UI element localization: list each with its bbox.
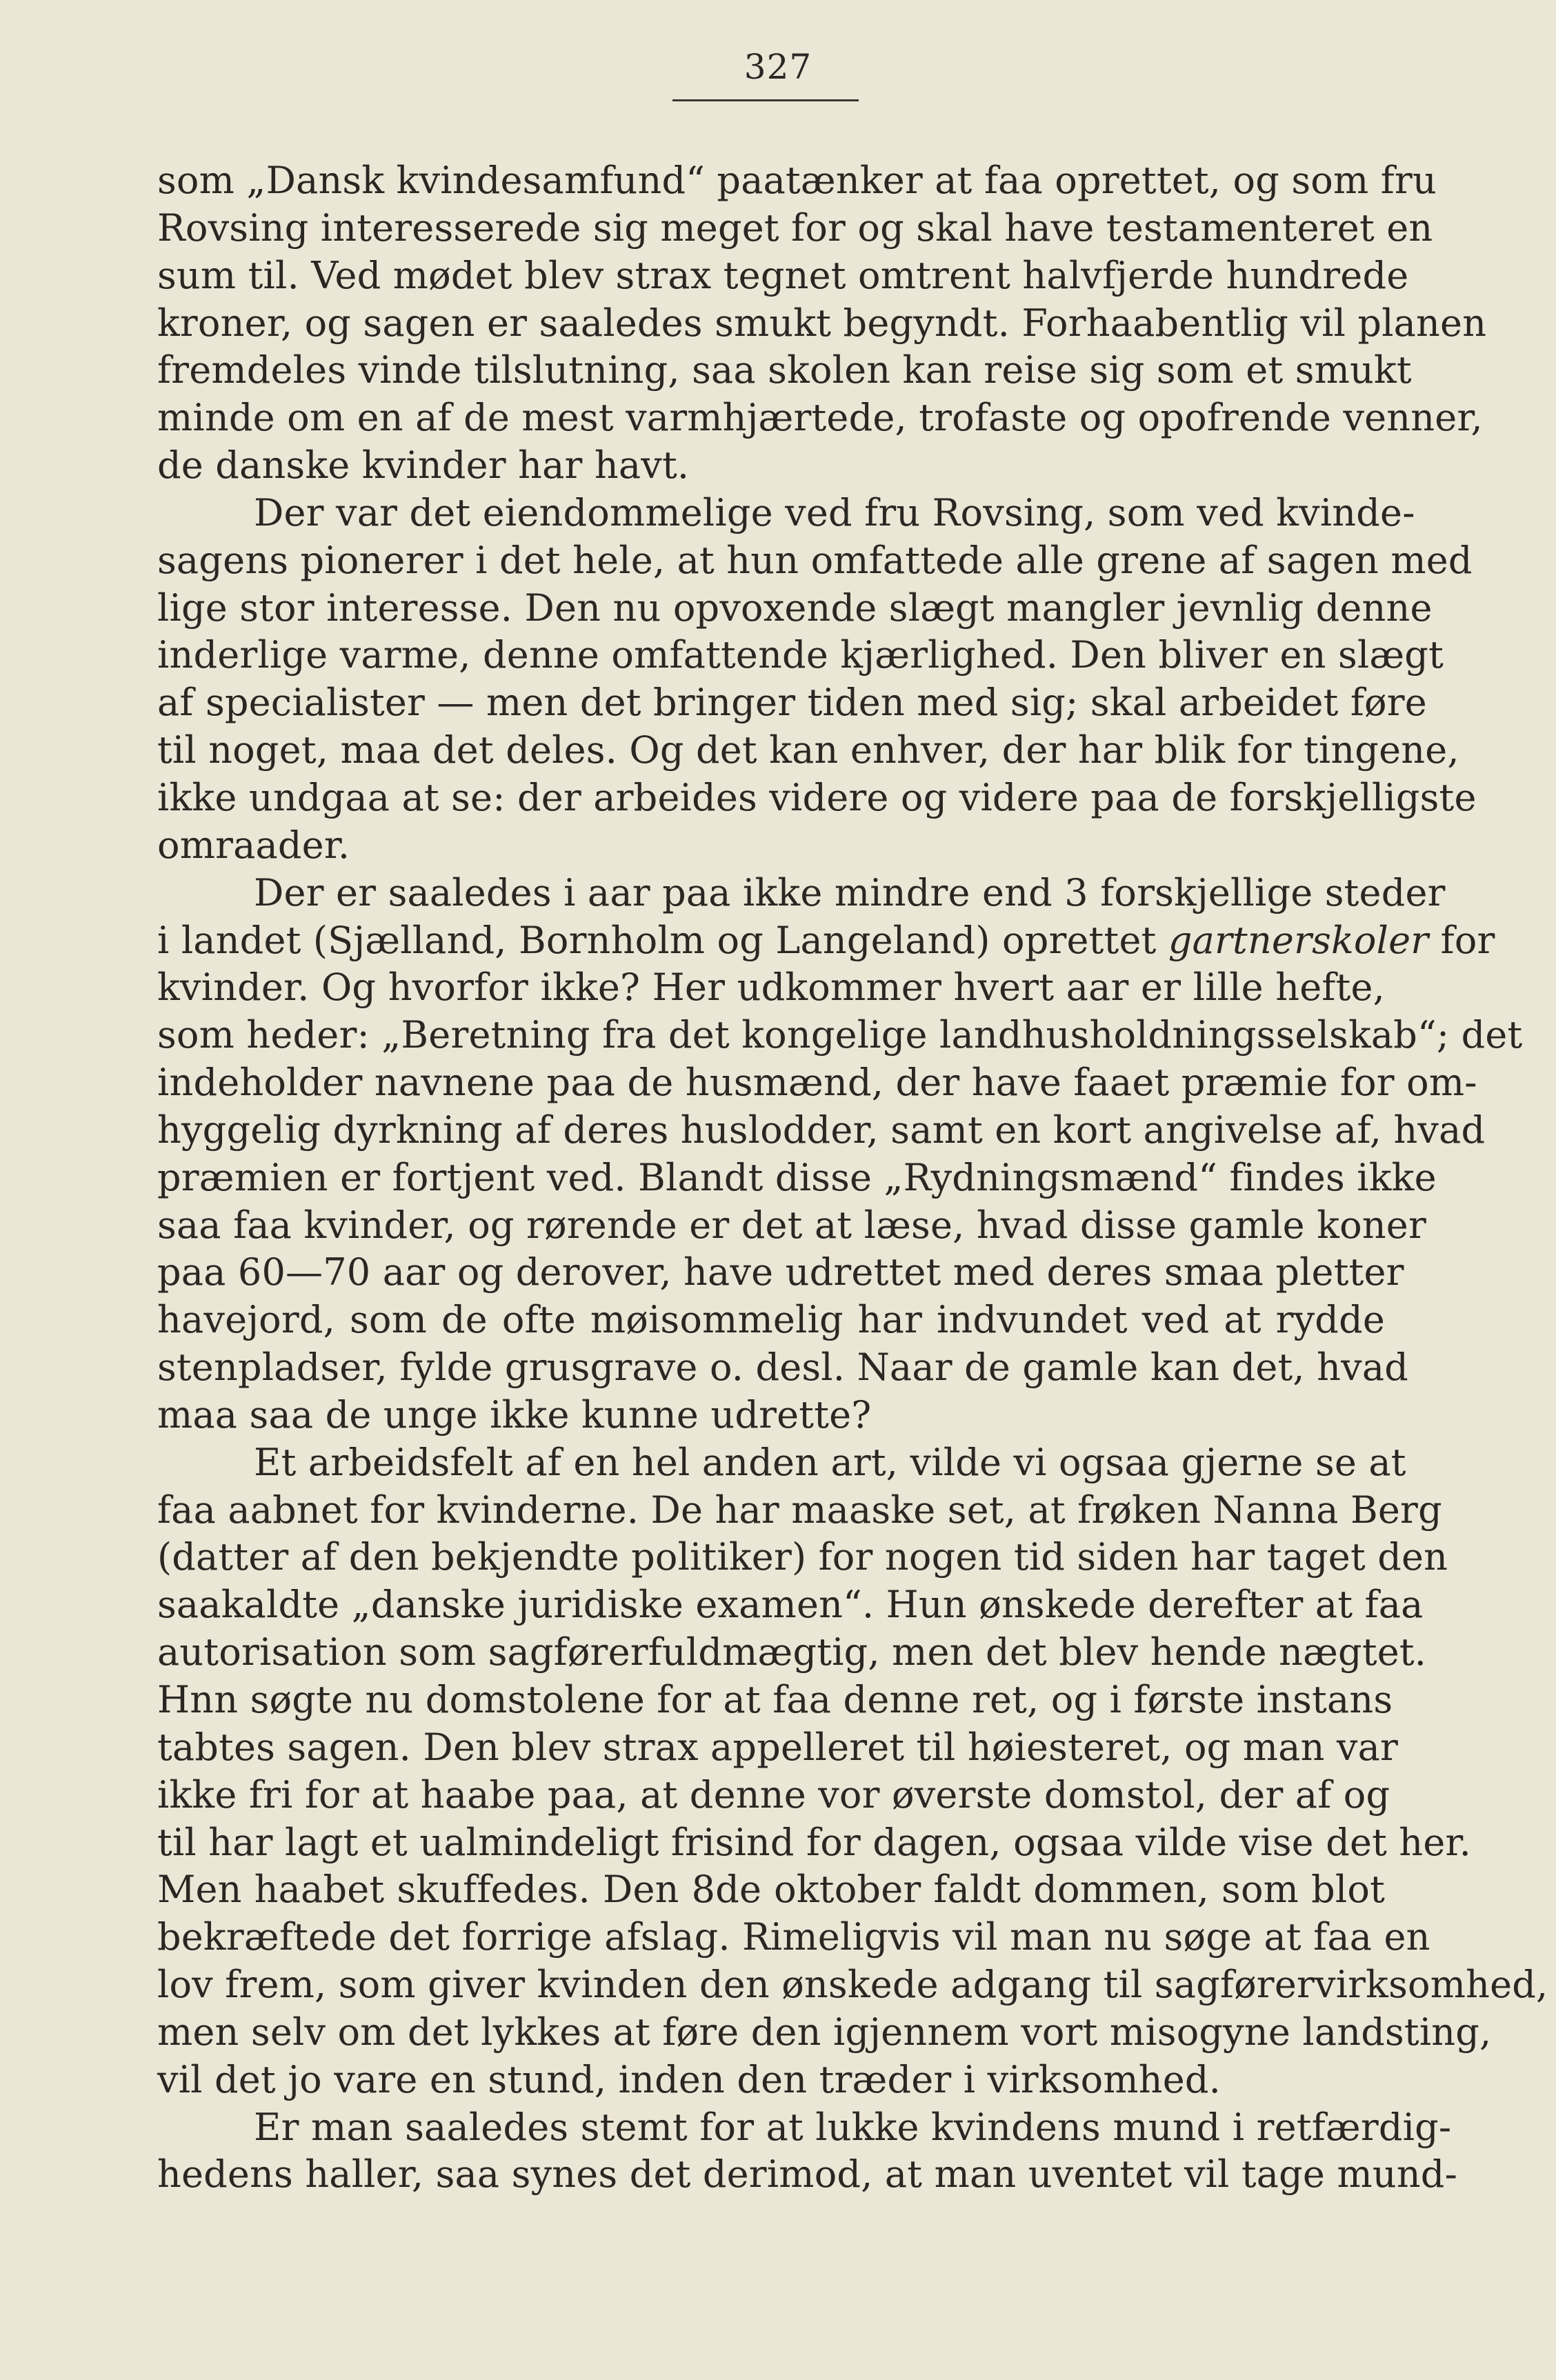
- text-line: bekræftede det forrige afslag. Rimeligvis vil man nu søge at faa en: [157, 1915, 1430, 1959]
- text-line: Der var det eiendommelige ved fru Rovsing, som ved kvinde-: [254, 490, 1415, 534]
- text-line: stenpladser, fylde grusgrave o. desl. Naar de gamle kan det, hvad: [157, 1346, 1409, 1390]
- page-number: 327: [744, 47, 812, 87]
- text-line: præmien er fortjent ved. Blandt disse „Rydningsmænd“ findes ikke: [157, 1155, 1437, 1199]
- text-line: vil det jo vare en stund, inden den træder i virksomhed.: [157, 2057, 1221, 2101]
- text-line: tabtes sagen. Den blev strax appelleret til høiesteret, og man var: [157, 1725, 1399, 1769]
- text-line: Et arbeidsfelt af en hel anden art, vilde vi ogsaa gjerne se at: [254, 1440, 1406, 1484]
- text-line: som „Dansk kvindesamfund“ paatænker at faa oprettet, og som fru: [157, 159, 1437, 202]
- text-line: [157, 917, 1495, 965]
- text-line: (datter af den bekjendte politiker) for nogen tid siden har taget den: [157, 1535, 1448, 1579]
- text-line: hyggelig dyrkning af deres huslodder, samt en kort angivelse af, hvad: [157, 1108, 1486, 1152]
- text-line: Hnn søgte nu domstolene for at faa denne ret, og i første instans: [157, 1678, 1393, 1721]
- text-line: lige stor interesse. Den nu opvoxende slægt mangler jevnlig denne: [157, 586, 1433, 630]
- text-line: sagens pionerer i det hele, at hun omfattede alle grene af sagen med: [157, 538, 1473, 582]
- text-line: maa saa de unge ikke kunne udrette?: [157, 1392, 872, 1437]
- text-line: paa 60—70 aar og derover, have udrettet med deres smaa pletter: [157, 1250, 1404, 1294]
- text-segment: for: [1428, 918, 1495, 962]
- text-line: af specialister — men det bringer tiden med sig; skal arbeidet føre: [157, 681, 1427, 725]
- text-line: saa faa kvinder, og rørende er det at læse, hvad disse gamle koner: [157, 1203, 1426, 1247]
- body-text: [157, 157, 1548, 2199]
- text-line: sum til. Ved mødet blev strax tegnet omtrent halvfjerde hundrede: [157, 253, 1409, 297]
- text-line: Er man saaledes stemt for at lukke kvindens mund i retfærdig-: [254, 2105, 1452, 2149]
- text-line: ikke undgaa at se: der arbeides videre og videre paa de forskjelligste: [157, 775, 1477, 819]
- text-line: til har lagt et ualmindeligt frisind for dagen, ogsaa vilde vise det her.: [157, 1820, 1471, 1864]
- text-line: autorisation som sagførerfuldmægtig, men det blev hende nægtet.: [157, 1630, 1427, 1674]
- text-line: som heder: „Beretning fra det kongelige landhusholdningsselskab“; det: [157, 1013, 1523, 1057]
- text-line: fremdeles vinde tilslutning, saa skolen kan reise sig som et smukt: [157, 348, 1412, 392]
- text-line: Rovsing interesserede sig meget for og skal have testamenteret en: [157, 206, 1433, 250]
- italic-term: gartnerskoler: [1168, 918, 1429, 962]
- text-line: faa aabnet for kvinderne. De har maaske set, at frøken Nanna Berg: [157, 1488, 1442, 1532]
- text-line: Der er saaledes i aar paa ikke mindre end 3 forskjellige steder: [254, 870, 1446, 914]
- text-line: havejord, som de ofte møisommelig har indvundet ved at rydde: [157, 1298, 1385, 1342]
- text-line: saakaldte „danske juridiske examen“. Hun ønskede derefter at faa: [157, 1583, 1424, 1627]
- text-line: men selv om det lykkes at føre den igjennem vort misogyne landsting,: [157, 2010, 1492, 2054]
- text-line: til noget, maa det deles. Og det kan enhver, der har blik for tingene,: [157, 728, 1459, 772]
- text-line: omraader.: [157, 823, 350, 867]
- text-line: lov frem, som giver kvinden den ønskede adgang til sagførervirksomhed,: [157, 1963, 1548, 2007]
- text-line: hedens haller, saa synes det derimod, at man uventet vil tage mund-: [157, 2152, 1458, 2197]
- text-line: Men haabet skuffedes. Den 8de oktober faldt dommen, som blot: [157, 1868, 1385, 1912]
- text-line: minde om en af de mest varmhjærtede, trofaste og opofrende venner,: [157, 396, 1483, 440]
- text-line: kvinder. Og hvorfor ikke? Her udkommer hvert aar er lille hefte,: [157, 966, 1385, 1010]
- header-rule: [672, 99, 859, 101]
- text-segment: i landet (Sjælland, Bornholm og Langeland) oprettet: [157, 918, 1168, 962]
- text-line: indeholder navnene paa de husmænd, der have faaet præmie for om-: [157, 1061, 1477, 1105]
- text-line: de danske kvinder har havt.: [157, 443, 690, 488]
- text-line: inderlige varme, denne omfattende kjærlighed. Den bliver en slægt: [157, 633, 1444, 677]
- text-line: kroner, og sagen er saaledes smukt begyndt. Forhaabentlig vil planen: [157, 301, 1487, 345]
- text-line: ikke fri for at haabe paa, at denne vor øverste domstol, der af og: [157, 1772, 1390, 1817]
